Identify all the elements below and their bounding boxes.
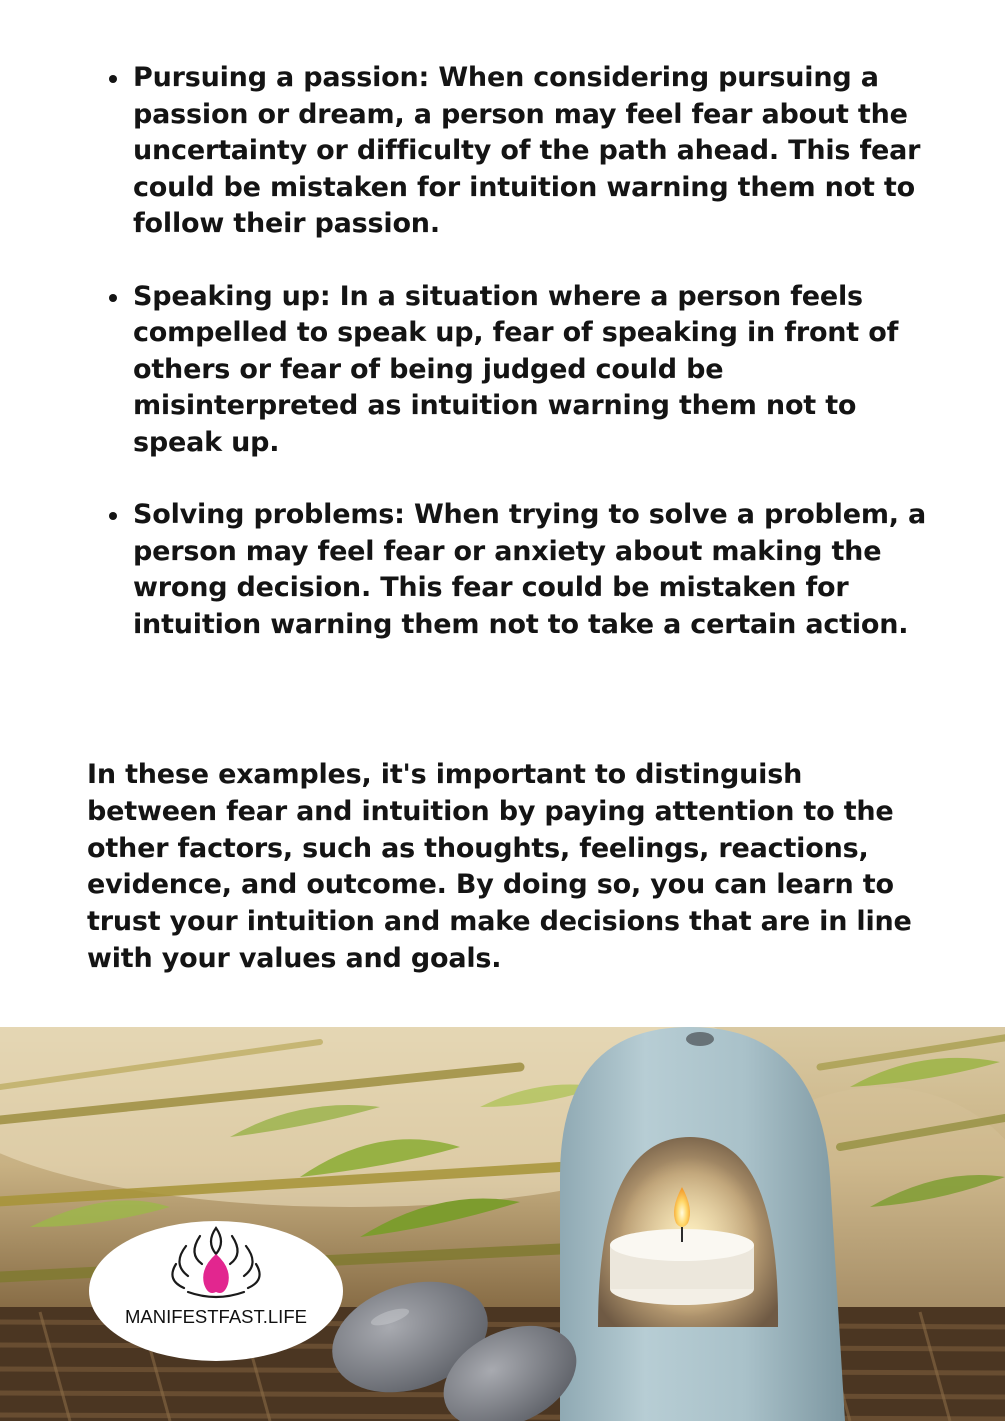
example-list xyxy=(105,60,935,679)
bullet-icon xyxy=(109,512,117,520)
list-item-text: Solving problems: When trying to solve a problem, a person may feel fear or anxiety about making the wrong decision. This fear could be mistaken for intuition warning them not to take a certain action. xyxy=(133,499,927,640)
list-item-text: Pursuing a passion: When considering pursuing a passion or dream, a person may feel fear about the uncertainty or difficulty of the path ahead. This fear could be mistaken for intuition warning them not to follow their passion. xyxy=(133,62,921,239)
closing-paragraph: In these examples, it's important to distinguish between fear and intuition by paying attention to the other factors, such as thoughts, feelings, reactions, evidence, and outcome. By doing so, you can learn to trust your intuition and make decisions that are in line with your values and goals. xyxy=(87,759,912,974)
bullet-icon xyxy=(109,75,117,83)
brand-logo xyxy=(88,1220,344,1362)
brand-name: MANIFESTFAST.LIFE xyxy=(125,1306,307,1327)
list-item xyxy=(105,279,935,462)
list-item xyxy=(105,497,935,643)
list-item-text: Speaking up: In a situation where a person feels compelled to speak up, fear of speaking in front of others or fear of being judged could be misinterpreted as intuition warning them not to speak up. xyxy=(133,280,899,458)
list-item xyxy=(105,60,935,243)
bullet-icon xyxy=(109,294,117,302)
